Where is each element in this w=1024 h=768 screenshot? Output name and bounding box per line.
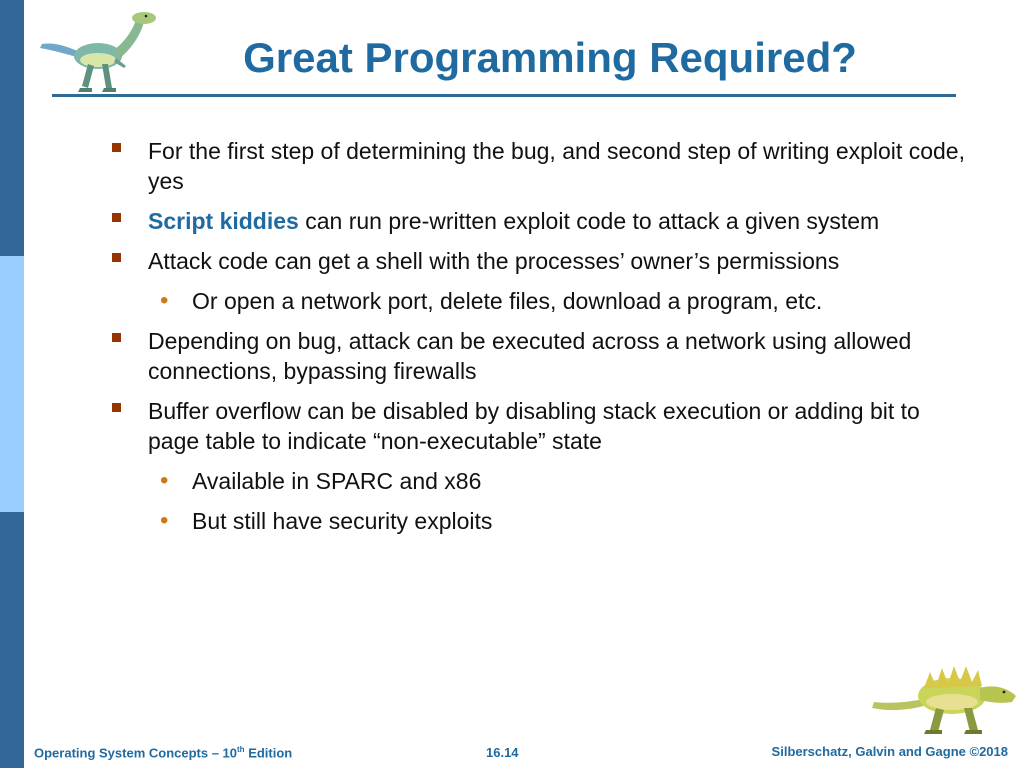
sidebar-light-middle bbox=[0, 256, 24, 512]
sidebar-stripe bbox=[0, 0, 24, 768]
sub-bullet-item bbox=[108, 466, 968, 496]
footer-page-number: 16.14 bbox=[486, 745, 519, 760]
bullet-item bbox=[108, 326, 968, 386]
sub-bullet-text: But still have security exploits bbox=[192, 508, 493, 534]
square-bullet-icon bbox=[112, 253, 121, 262]
sidebar-dark-bottom bbox=[0, 512, 24, 768]
bullet-item bbox=[108, 246, 968, 276]
sidebar-dark-top bbox=[0, 0, 24, 256]
title-divider bbox=[52, 94, 956, 97]
footer-copyright: Silberschatz, Galvin and Gagne ©2018 bbox=[771, 744, 1008, 759]
bullet-text: Attack code can get a shell with the processes’ owner’s permissions bbox=[148, 248, 840, 274]
round-bullet-icon: • bbox=[160, 507, 169, 534]
sub-bullet-text: Or open a network port, delete files, download a program, etc. bbox=[192, 288, 823, 314]
footer-book-title bbox=[34, 745, 292, 760]
round-bullet-icon: • bbox=[160, 287, 169, 314]
square-bullet-icon bbox=[112, 333, 121, 342]
highlight-term: Script kiddies bbox=[148, 208, 299, 234]
square-bullet-icon bbox=[112, 143, 121, 152]
round-bullet-icon: • bbox=[160, 467, 169, 494]
bullet-item bbox=[108, 206, 968, 236]
bullet-text: Buffer overflow can be disabled by disabling stack execution or adding bit to page table to indicate “non-executable” state bbox=[148, 398, 920, 454]
bullet-item bbox=[108, 396, 968, 456]
bullet-text: Depending on bug, attack can be executed across a network using allowed connections, bypassing firewalls bbox=[148, 328, 912, 384]
bullet-list bbox=[108, 136, 968, 546]
bullet-text: can run pre-written exploit code to attack a given system bbox=[298, 208, 880, 234]
dinosaur-icon bbox=[36, 8, 158, 96]
sub-bullet-text: Available in SPARC and x86 bbox=[192, 468, 482, 494]
sub-bullet-item bbox=[108, 286, 968, 316]
footer-book-suffix: Edition bbox=[244, 745, 293, 761]
bullet-text: For the first step of determining the bug, and second step of writing exploit code, yes bbox=[148, 138, 965, 194]
bullet-item bbox=[108, 136, 968, 196]
dinosaur-icon bbox=[870, 658, 1020, 738]
square-bullet-icon bbox=[112, 403, 121, 412]
sub-bullet-item bbox=[108, 506, 968, 536]
slide-title: Great Programming Required? bbox=[243, 34, 857, 81]
footer-book-prefix: Operating System Concepts – 10 bbox=[34, 745, 238, 761]
square-bullet-icon bbox=[112, 213, 121, 222]
footer-book-sup: th bbox=[237, 745, 245, 754]
